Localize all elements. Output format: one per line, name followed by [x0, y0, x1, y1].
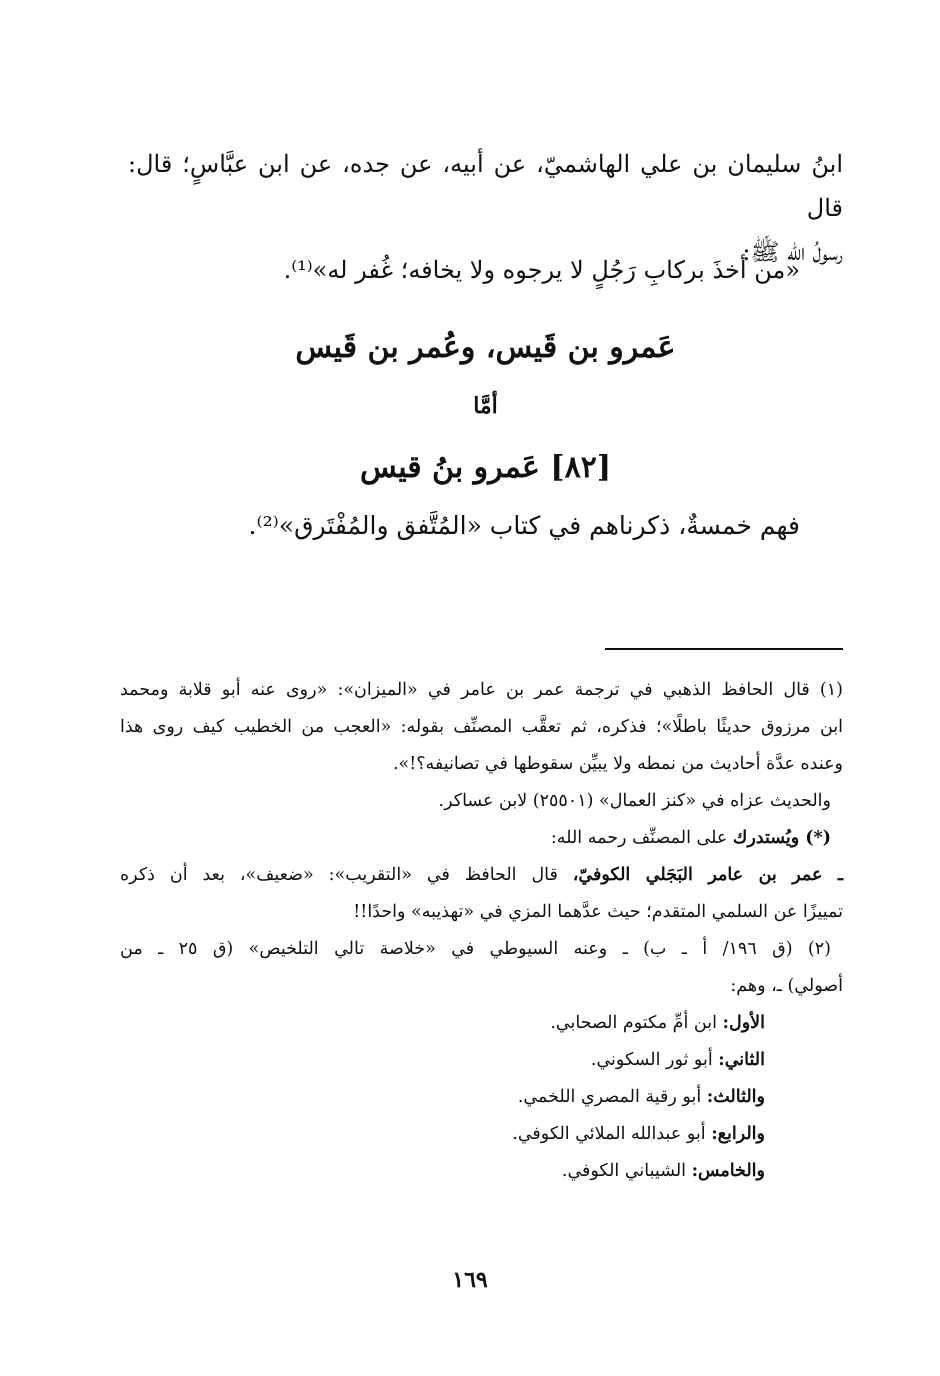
- footnote-umar-bold: ـ عمر بن عامر البَجَلي الكوفيّ،: [572, 865, 844, 885]
- section-amma: أمَّا: [473, 393, 498, 419]
- footnote-umar-rest: قال الحافظ في «التقريب»: «ضعيف»، بعد أن ذكره: [120, 865, 573, 885]
- footnote-star-bold: (*) ويُستدرك: [732, 828, 831, 848]
- footnote-1-line-2: ابن مرزوق حديثًا باطلًا»؛ فذكره، ثم تعقَّب المصنِّف بقوله: «العجب من الخطيب كيف روى هذا: [120, 717, 843, 737]
- footnote-separator: [605, 648, 843, 650]
- main-line-1: ابنُ سليمان بن علي الهاشميّ، عن أبيه، عن جده، عن ابن عبَّاسٍ؛ قال: قال: [128, 150, 843, 222]
- hadith-text: «من أخذَ بركابِ رَجُلٍ لا يرجوه ولا يخافه؛ غُفر له»⁽¹⁾.: [283, 256, 800, 284]
- footnote-star: [120, 820, 843, 857]
- name-item-5: والخامس: الشيباني الكوفي.: [561, 1161, 765, 1181]
- name-item-4: والرابع: أبو عبدالله الملائي الكوفي.: [512, 1124, 765, 1144]
- name-item-3: والثالث: أبو رقية المصري اللخمي.: [517, 1087, 765, 1107]
- footnote-umar-line-2: تمييزًا عن السلمي المتقدم؛ حيث عدَّهما المزي في «تهذيبه» واحدًا!!: [353, 902, 843, 922]
- section-title: عَمرو بن قَيس، وعُمر بن قَيس: [295, 330, 676, 365]
- footnotes: [120, 672, 843, 1190]
- footnote-star-rest: على المصنِّف رحمه الله:: [550, 828, 733, 848]
- summary-text: فهم خمسةٌ، ذكرناهم في كتاب «المُتَّفق والمُفْتَرق»⁽²⁾.: [248, 511, 800, 540]
- footnote-1-line-1: (١) قال الحافظ الذهبي في ترجمة عمر بن عامر في «الميزان»: «روى عنه أبو قلابة ومحمد: [120, 680, 843, 700]
- name-item-2: الثاني: أبو ثور السكوني.: [590, 1050, 765, 1070]
- footnote-1-line-4: والحديث عزاه في «كنز العمال» (٢٥٥٠١) لابن عساكر.: [438, 791, 831, 811]
- footnote-1-line-3: وعنده عدَّة أحاديث من نمطه ولا يبيِّن سقوطها في تصانيفه؟!».: [392, 754, 843, 774]
- footnote-2-line-1: (٢) (ق ١٩٦/ أ ـ ب) ـ وعنه السيوطي في «خلاصة تالي التلخيص» (ق ٢٥ ـ من: [120, 939, 831, 959]
- main-line-2: رسولُ الله ﷺ:: [742, 238, 843, 266]
- name-item-1: الأول: ابن أمِّ مكتوم الصحابي.: [550, 1013, 765, 1033]
- entry-heading: [٨٢] عَمرو بنُ قيس: [359, 450, 612, 485]
- page-number: ١٦٩: [452, 1267, 488, 1293]
- footnote-umar-line-1: [120, 857, 843, 894]
- footnote-2-line-2: أصولي) ـ، وهم:: [730, 976, 843, 996]
